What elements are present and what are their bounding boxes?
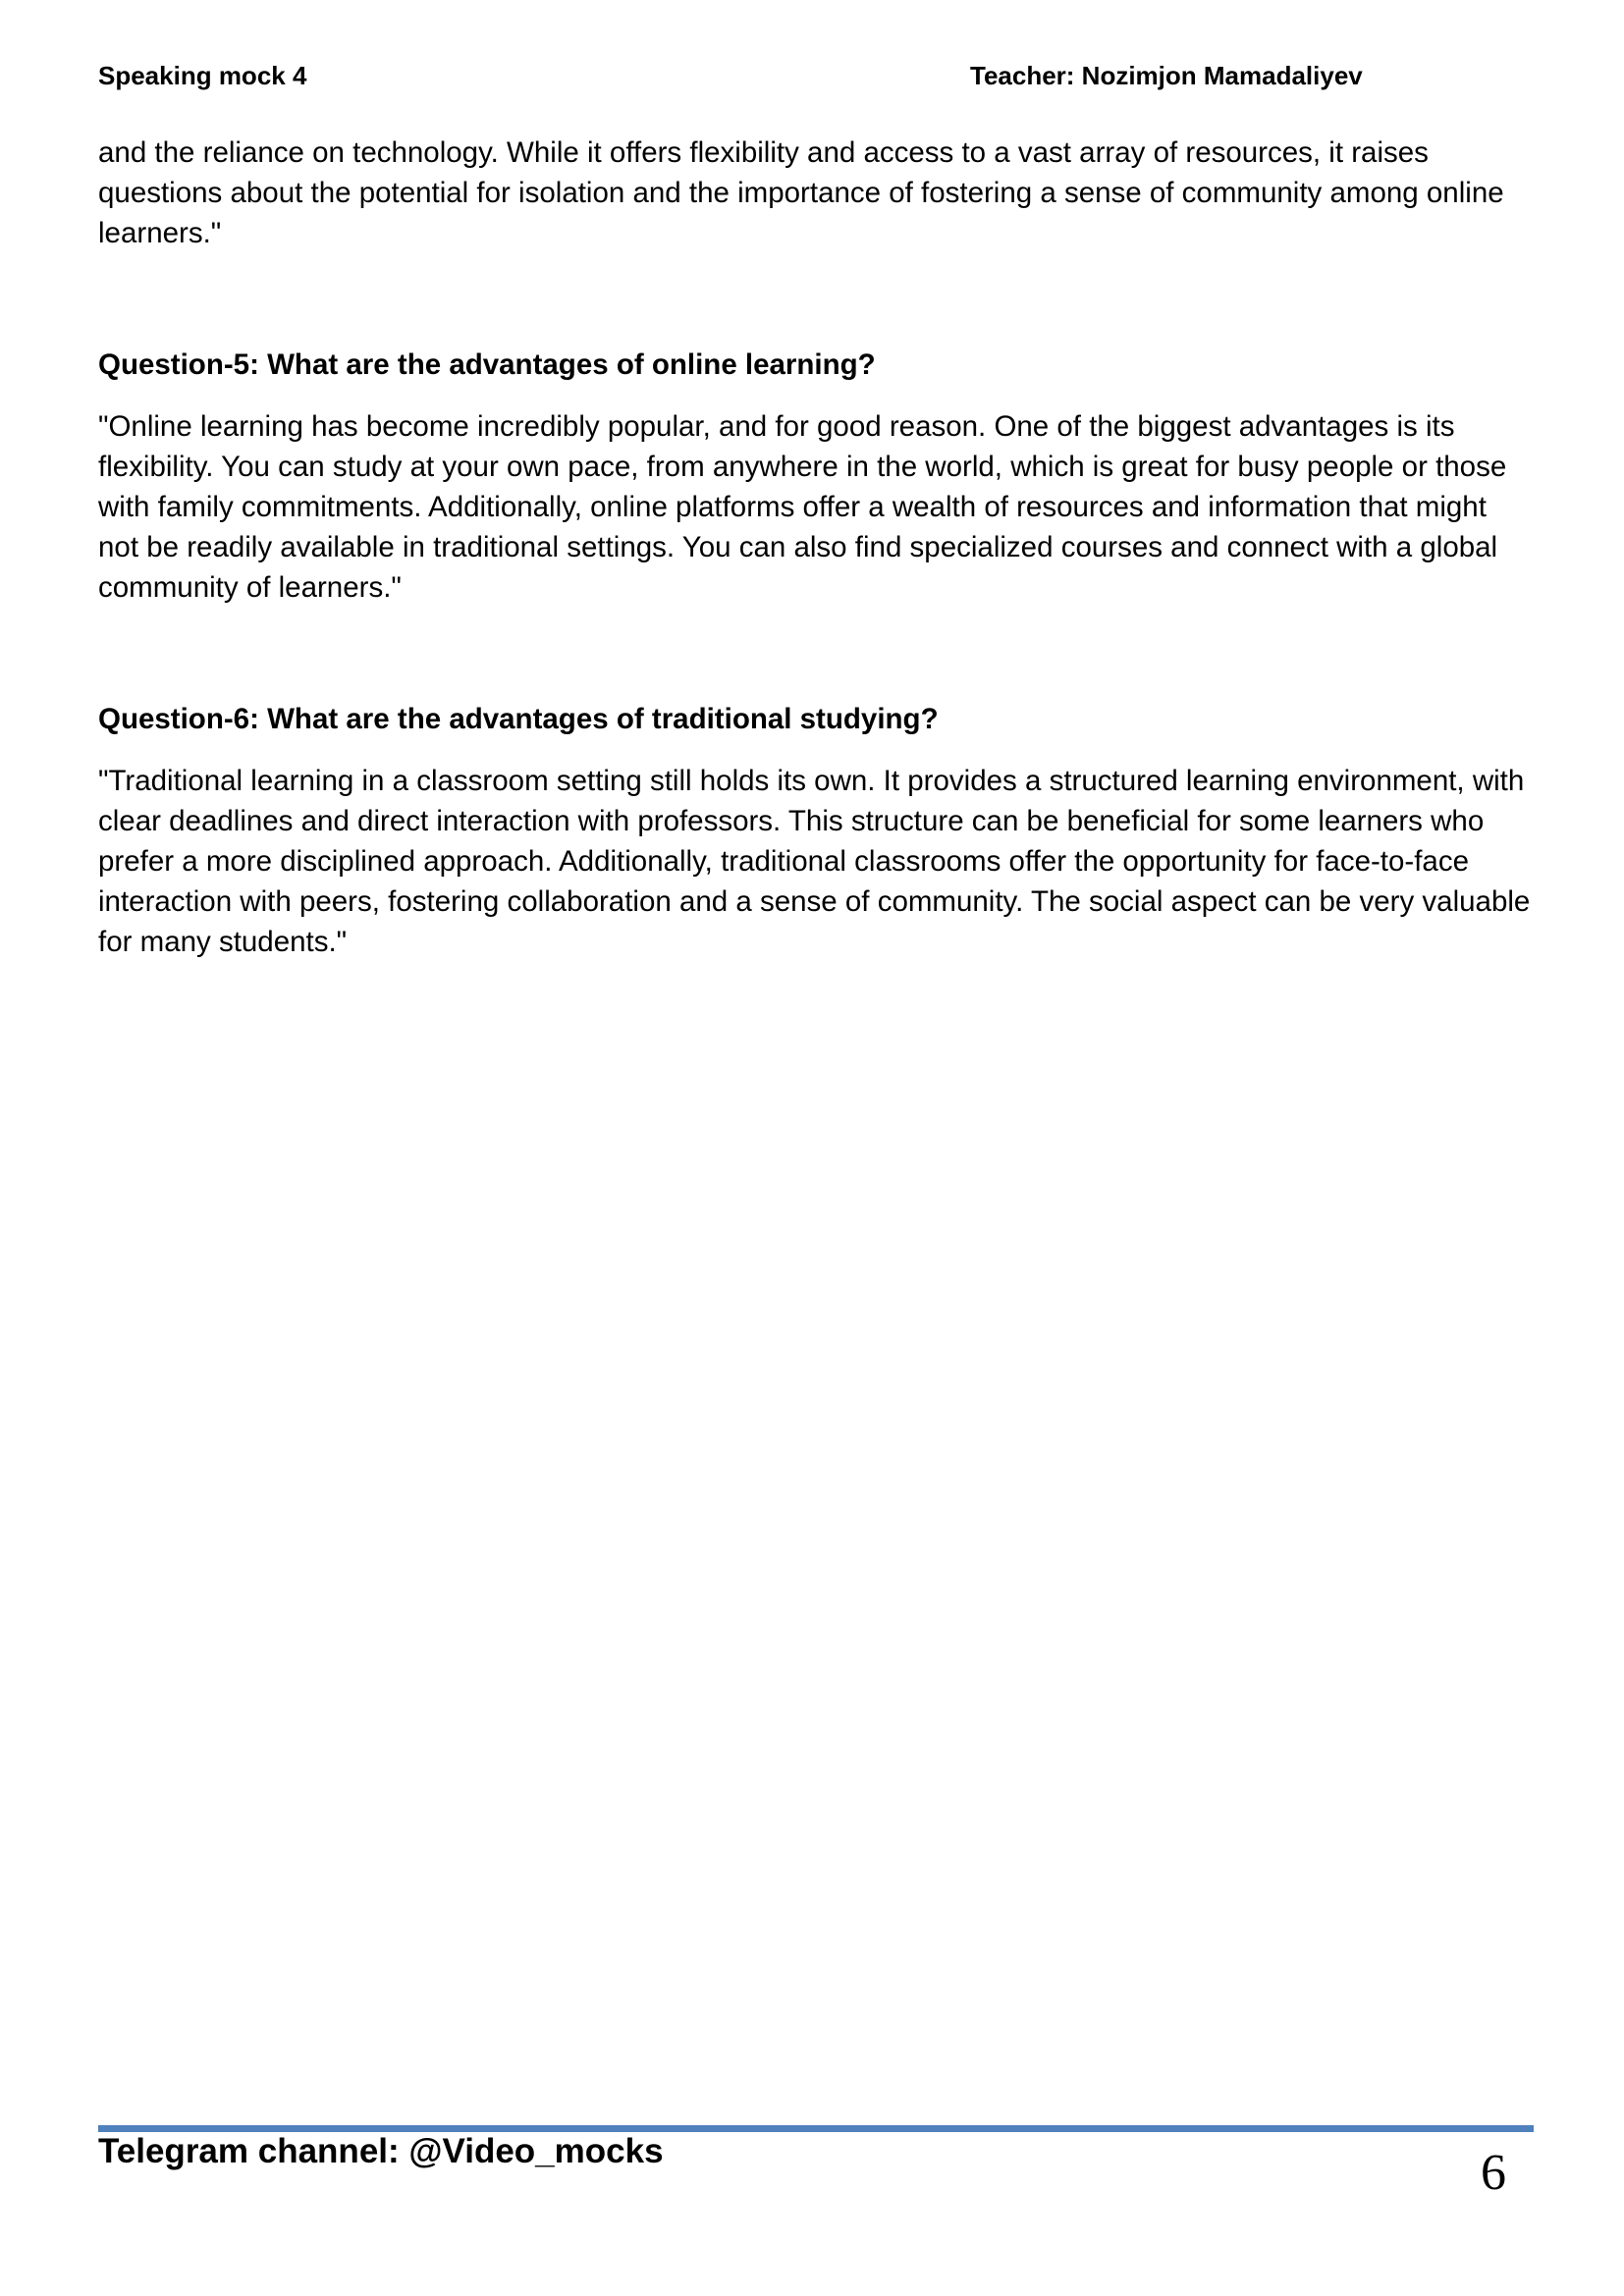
spacer (98, 385, 1532, 406)
question-5-title: Question-5: What are the advantages of online learning? (98, 348, 876, 381)
header-title: Speaking mock 4 (98, 61, 307, 90)
question-5-answer: "Online learning has become incredibly popular, and for good reason. One of the biggest advantages is its flexibility. You can study at your own pace, from anywhere in the world, which is great for busy people or those with family commitments. Additionally, online platforms offer a wealth of resources and information that might not be readily available in traditional settings. You can also find specialized courses and connect with a global community of learners." (98, 410, 1507, 604)
question-6-title: Question-6: What are the advantages of traditional studying? (98, 703, 939, 735)
page-content (98, 133, 1532, 962)
spacer (98, 253, 1532, 345)
spacer (98, 608, 1532, 699)
question-6-answer: "Traditional learning in a classroom setting still holds its own. It provides a structured learning environment, with clear deadlines and direct interaction with professors. This structure can be beneficial for some learners who prefer a more disciplined approach. Additionally, traditional classrooms offer the opportunity for face-to-face interaction with peers, fostering collaboration and a sense of community. The social aspect can be very valuable for many students." (98, 765, 1531, 958)
continuation-paragraph: and the reliance on technology. While it offers flexibility and access to a vast array of resources, it raises questions about the potential for isolation and the importance of fostering a sense of community among online learners." (98, 136, 1504, 249)
page-number: 6 (1481, 2145, 1506, 2201)
telegram-channel: Telegram channel: @Video_mocks (98, 2132, 664, 2170)
header-teacher: Teacher: Nozimjon Mamadaliyev (970, 61, 1363, 90)
footer-divider (98, 2125, 1534, 2132)
spacer (98, 739, 1532, 761)
